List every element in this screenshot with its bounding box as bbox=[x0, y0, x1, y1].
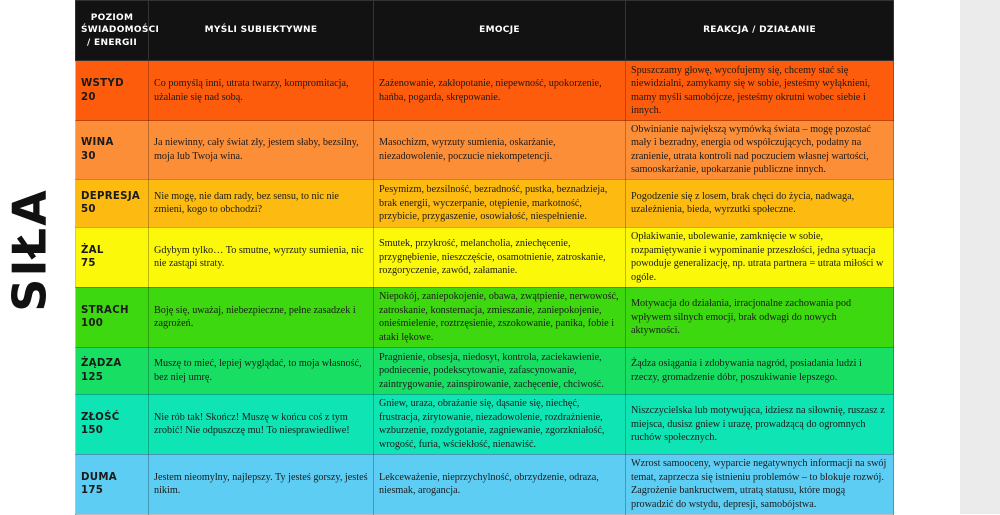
level-name: DUMA bbox=[81, 471, 117, 483]
table-row bbox=[76, 287, 894, 347]
level-cell bbox=[76, 394, 149, 454]
level-cell bbox=[76, 454, 149, 514]
level-value: 20 bbox=[81, 91, 96, 103]
table-row bbox=[76, 61, 894, 121]
thoughts-cell: Ja niewinny, cały świat zły, jestem słaby, bezsilny, moja lub Twoja wina. bbox=[149, 121, 374, 180]
level-value: 100 bbox=[81, 318, 104, 330]
level-name: ZŁOŚĆ bbox=[81, 411, 120, 423]
reaction-cell: Wzrost samooceny, wyparcie negatywnych informacji na swój temat, zaprzecza się istnieniu problemów – to blokuje rozwój. Zagrożenie bankructwem, utratą statusu, które mogą prowadzić do wstydu, depresji, samobójstwa. bbox=[626, 454, 894, 514]
consciousness-levels-table bbox=[75, 0, 894, 515]
thoughts-cell: Jestem nieomylny, najlepszy. Ty jesteś gorszy, jesteś nikim. bbox=[149, 454, 374, 514]
level-name: ŻAL bbox=[81, 244, 104, 256]
level-value: 125 bbox=[81, 371, 104, 383]
level-cell bbox=[76, 121, 149, 180]
table-row bbox=[76, 454, 894, 514]
level-value: 50 bbox=[81, 204, 96, 216]
reaction-cell: Motywacja do działania, irracjonalne zachowania pod wpływem silnych emocji, brak odwagi do nowych aktywności. bbox=[626, 287, 894, 347]
thoughts-cell: Co pomyślą inni, utrata twarzy, kompromitacja, użalanie się nad sobą. bbox=[149, 61, 374, 121]
level-name: ŻĄDZA bbox=[81, 358, 122, 370]
level-value: 30 bbox=[81, 150, 96, 162]
table-row bbox=[76, 394, 894, 454]
table-row bbox=[76, 179, 894, 227]
thoughts-cell: Boję się, uważaj, niebezpieczne, pełne zasadzek i zagrożeń. bbox=[149, 287, 374, 347]
level-cell bbox=[76, 179, 149, 227]
emotions-cell: Masochizm, wyrzuty sumienia, oskarżanie, niezadowolenie, poczucie niekompetencji. bbox=[374, 121, 626, 180]
reaction-cell: Pogodzenie się z losem, brak chęci do życia, nadwaga, uzależnienia, bieda, wyrzutki społeczne. bbox=[626, 179, 894, 227]
level-value: 150 bbox=[81, 425, 104, 437]
thoughts-cell: Nie rób tak! Skończ! Muszę w końcu coś z tym zrobić! Nie odpuszczę mu! To niesprawiedliwe! bbox=[149, 394, 374, 454]
thoughts-cell: Nie mogę, nie dam rady, bez sensu, to nic nie zmieni, kogo to obchodzi? bbox=[149, 179, 374, 227]
header-reaction: REAKCJA / DZIAŁANIE bbox=[626, 1, 894, 61]
level-cell bbox=[76, 227, 149, 287]
level-cell bbox=[76, 347, 149, 394]
reaction-cell: Opłakiwanie, ubolewanie, zamknięcie w sobie, rozpamiętywanie i wypominanie przeszłości, jedna sytuacja powoduje generalizację, np. utrata partnera = utrata miłości w ogóle. bbox=[626, 227, 894, 287]
level-cell bbox=[76, 61, 149, 121]
table-row bbox=[76, 121, 894, 180]
header-emotions: EMOCJE bbox=[374, 1, 626, 61]
header-thoughts: MYŚLI SUBIEKTYWNE bbox=[149, 1, 374, 61]
level-name: DEPRESJA bbox=[81, 190, 141, 202]
side-label-text: SIŁA bbox=[3, 188, 58, 312]
emotions-cell: Smutek, przykrość, melancholia, zniechęcenie, przygnębienie, nieszczęście, osamotnienie, zatroskanie, rozgoryczenie, zawód, załamanie. bbox=[374, 227, 626, 287]
reaction-cell: Spuszczamy głowę, wycofujemy się, chcemy stać się niewidzialni, zamykamy się w sobie, jesteśmy wyłąknieni, mamy myśli samobójcze, jesteśmy okrutni wobec siebie i innych. bbox=[626, 61, 894, 121]
header-level: POZIOM ŚWIADOMOŚCI / ENERGII bbox=[76, 1, 149, 61]
thoughts-cell: Muszę to mieć, lepiej wyglądać, to moja własność, bez niej umrę. bbox=[149, 347, 374, 394]
table-header-row bbox=[76, 1, 894, 61]
level-name: WINA bbox=[81, 137, 114, 149]
level-value: 175 bbox=[81, 485, 104, 497]
table-row bbox=[76, 227, 894, 287]
emotions-cell: Pragnienie, obsesja, niedosyt, kontrola, zaciekawienie, podniecenie, podekscytowanie, zafascynowanie, zaintrygowanie, zainspirowanie, zachęcenie, chciwość. bbox=[374, 347, 626, 394]
level-name: WSTYD bbox=[81, 78, 124, 90]
reaction-cell: Żądza osiągania i zdobywania nagród, posiadania ludzi i rzeczy, gromadzenie dóbr, poszukiwanie lepszego. bbox=[626, 347, 894, 394]
reaction-cell: Obwinianie największą wymówką świata – mogę pozostać mały i bezradny, energia od współczujących, podatny na zranienie, utrata kontroli nad poczuciem własnej wartości, samooskarżanie, upokarzanie publiczne innych. bbox=[626, 121, 894, 180]
level-cell bbox=[76, 287, 149, 347]
side-label bbox=[3, 188, 58, 312]
level-name: STRACH bbox=[81, 304, 129, 316]
emotions-cell: Pesymizm, bezsilność, bezradność, pustka, beznadzieja, brak energii, wyczerpanie, otępienie, markotność, przybicie, przygaszenie, osowiałość, niespełnienie. bbox=[374, 179, 626, 227]
emotions-cell: Niepokój, zaniepokojenie, obawa, zwątpienie, nerwowość, zatroskanie, konsternacja, zmieszanie, zaniepokojenie, onieśmielenie, roztrzęsienie, zszokowanie, panika, fobie i ataki lękowe. bbox=[374, 287, 626, 347]
thoughts-cell: Gdybym tylko… To smutne, wyrzuty sumienia, nic nie zastąpi straty. bbox=[149, 227, 374, 287]
table-row bbox=[76, 347, 894, 394]
emotions-cell: Lekceważenie, nieprzychylność, obrzydzenie, odraza, niesmak, arogancja. bbox=[374, 454, 626, 514]
emotions-cell: Gniew, uraza, obrażanie się, dąsanie się, niechęć, frustracja, zirytowanie, niezadowolenie, rozdrażnienie, wzburzenie, rozdygotanie, zagniewanie, zgorzkniałość, wrogość, furia, wściekłość, nienawiść. bbox=[374, 394, 626, 454]
emotions-cell: Zażenowanie, zakłopotanie, niepewność, upokorzenie, hańba, pogarda, skrępowanie. bbox=[374, 61, 626, 121]
right-side-panel bbox=[960, 0, 1000, 514]
reaction-cell: Niszczycielska lub motywująca, idziesz na siłownię, ruszasz z miejsca, dusisz gniew i urazę, prowadzącą do ogromnych ruchów społecznych. bbox=[626, 394, 894, 454]
level-value: 75 bbox=[81, 258, 96, 270]
